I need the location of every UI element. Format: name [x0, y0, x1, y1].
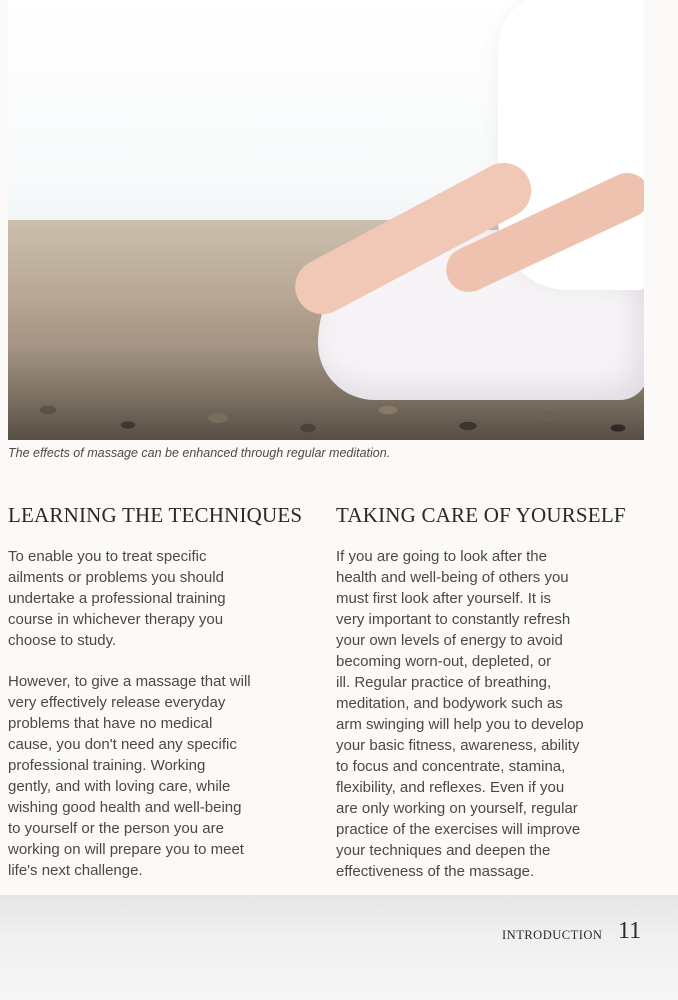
- text-line: undertake a professional training: [8, 590, 226, 607]
- text-line: flexibility, and reflexes. Even if you: [336, 779, 565, 796]
- text-line: To enable you to treat specific: [8, 548, 207, 565]
- text-line: professional training. Working: [8, 757, 206, 774]
- text-line: health and well-being of others you: [336, 569, 569, 586]
- text-line: ill. Regular practice of breathing,: [336, 674, 552, 691]
- text-line: your techniques and deepen the: [336, 842, 551, 859]
- text-line: arm swinging will help you to develop: [336, 716, 584, 733]
- running-head: INTRODUCTION: [502, 928, 603, 942]
- right-paragraph-1: [336, 546, 656, 882]
- text-line: to focus and concentrate, stamina,: [336, 758, 566, 775]
- left-paragraph-1: [8, 546, 318, 651]
- text-line: practice of the exercises will improve: [336, 821, 581, 838]
- text-line: gently, and with loving care, while: [8, 778, 231, 795]
- text-line: must first look after yourself. It is: [336, 590, 552, 607]
- heading-learning-techniques: LEARNING THE TECHNIQUES: [8, 503, 303, 527]
- meditation-photo: [8, 0, 644, 440]
- heading-taking-care: TAKING CARE OF YOURSELF: [336, 503, 626, 527]
- text-line: choose to study.: [8, 632, 117, 649]
- photo-caption: The effects of massage can be enhanced through regular meditation.: [8, 446, 391, 460]
- text-line: your own levels of energy to avoid: [336, 632, 563, 649]
- text-line: effectiveness of the massage.: [336, 863, 535, 880]
- left-column: [8, 546, 318, 901]
- text-line: are only working on yourself, regular: [336, 800, 578, 817]
- text-line: to yourself or the person you are: [8, 820, 224, 837]
- text-line: your basic fitness, awareness, ability: [336, 737, 580, 754]
- text-line: life's next challenge.: [8, 862, 143, 879]
- text-line: working on will prepare you to meet: [8, 841, 244, 858]
- text-line: ailments or problems you should: [8, 569, 224, 586]
- text-line: very effectively release everyday: [8, 694, 226, 711]
- text-line: wishing good health and well-being: [8, 799, 242, 816]
- right-column: [336, 546, 656, 902]
- text-line: course in whichever therapy you: [8, 611, 224, 628]
- text-line: cause, you don't need any specific: [8, 736, 237, 753]
- text-line: If you are going to look after the: [336, 548, 547, 565]
- text-line: However, to give a massage that will: [8, 673, 251, 690]
- text-line: becoming worn-out, depleted, or: [336, 653, 552, 670]
- left-paragraph-2: [8, 671, 318, 881]
- page-number: 11: [618, 918, 642, 944]
- text-line: problems that have no medical: [8, 715, 213, 732]
- text-line: meditation, and bodywork such as: [336, 695, 563, 712]
- text-line: very important to constantly refresh: [336, 611, 571, 628]
- page-footer: [0, 895, 678, 1000]
